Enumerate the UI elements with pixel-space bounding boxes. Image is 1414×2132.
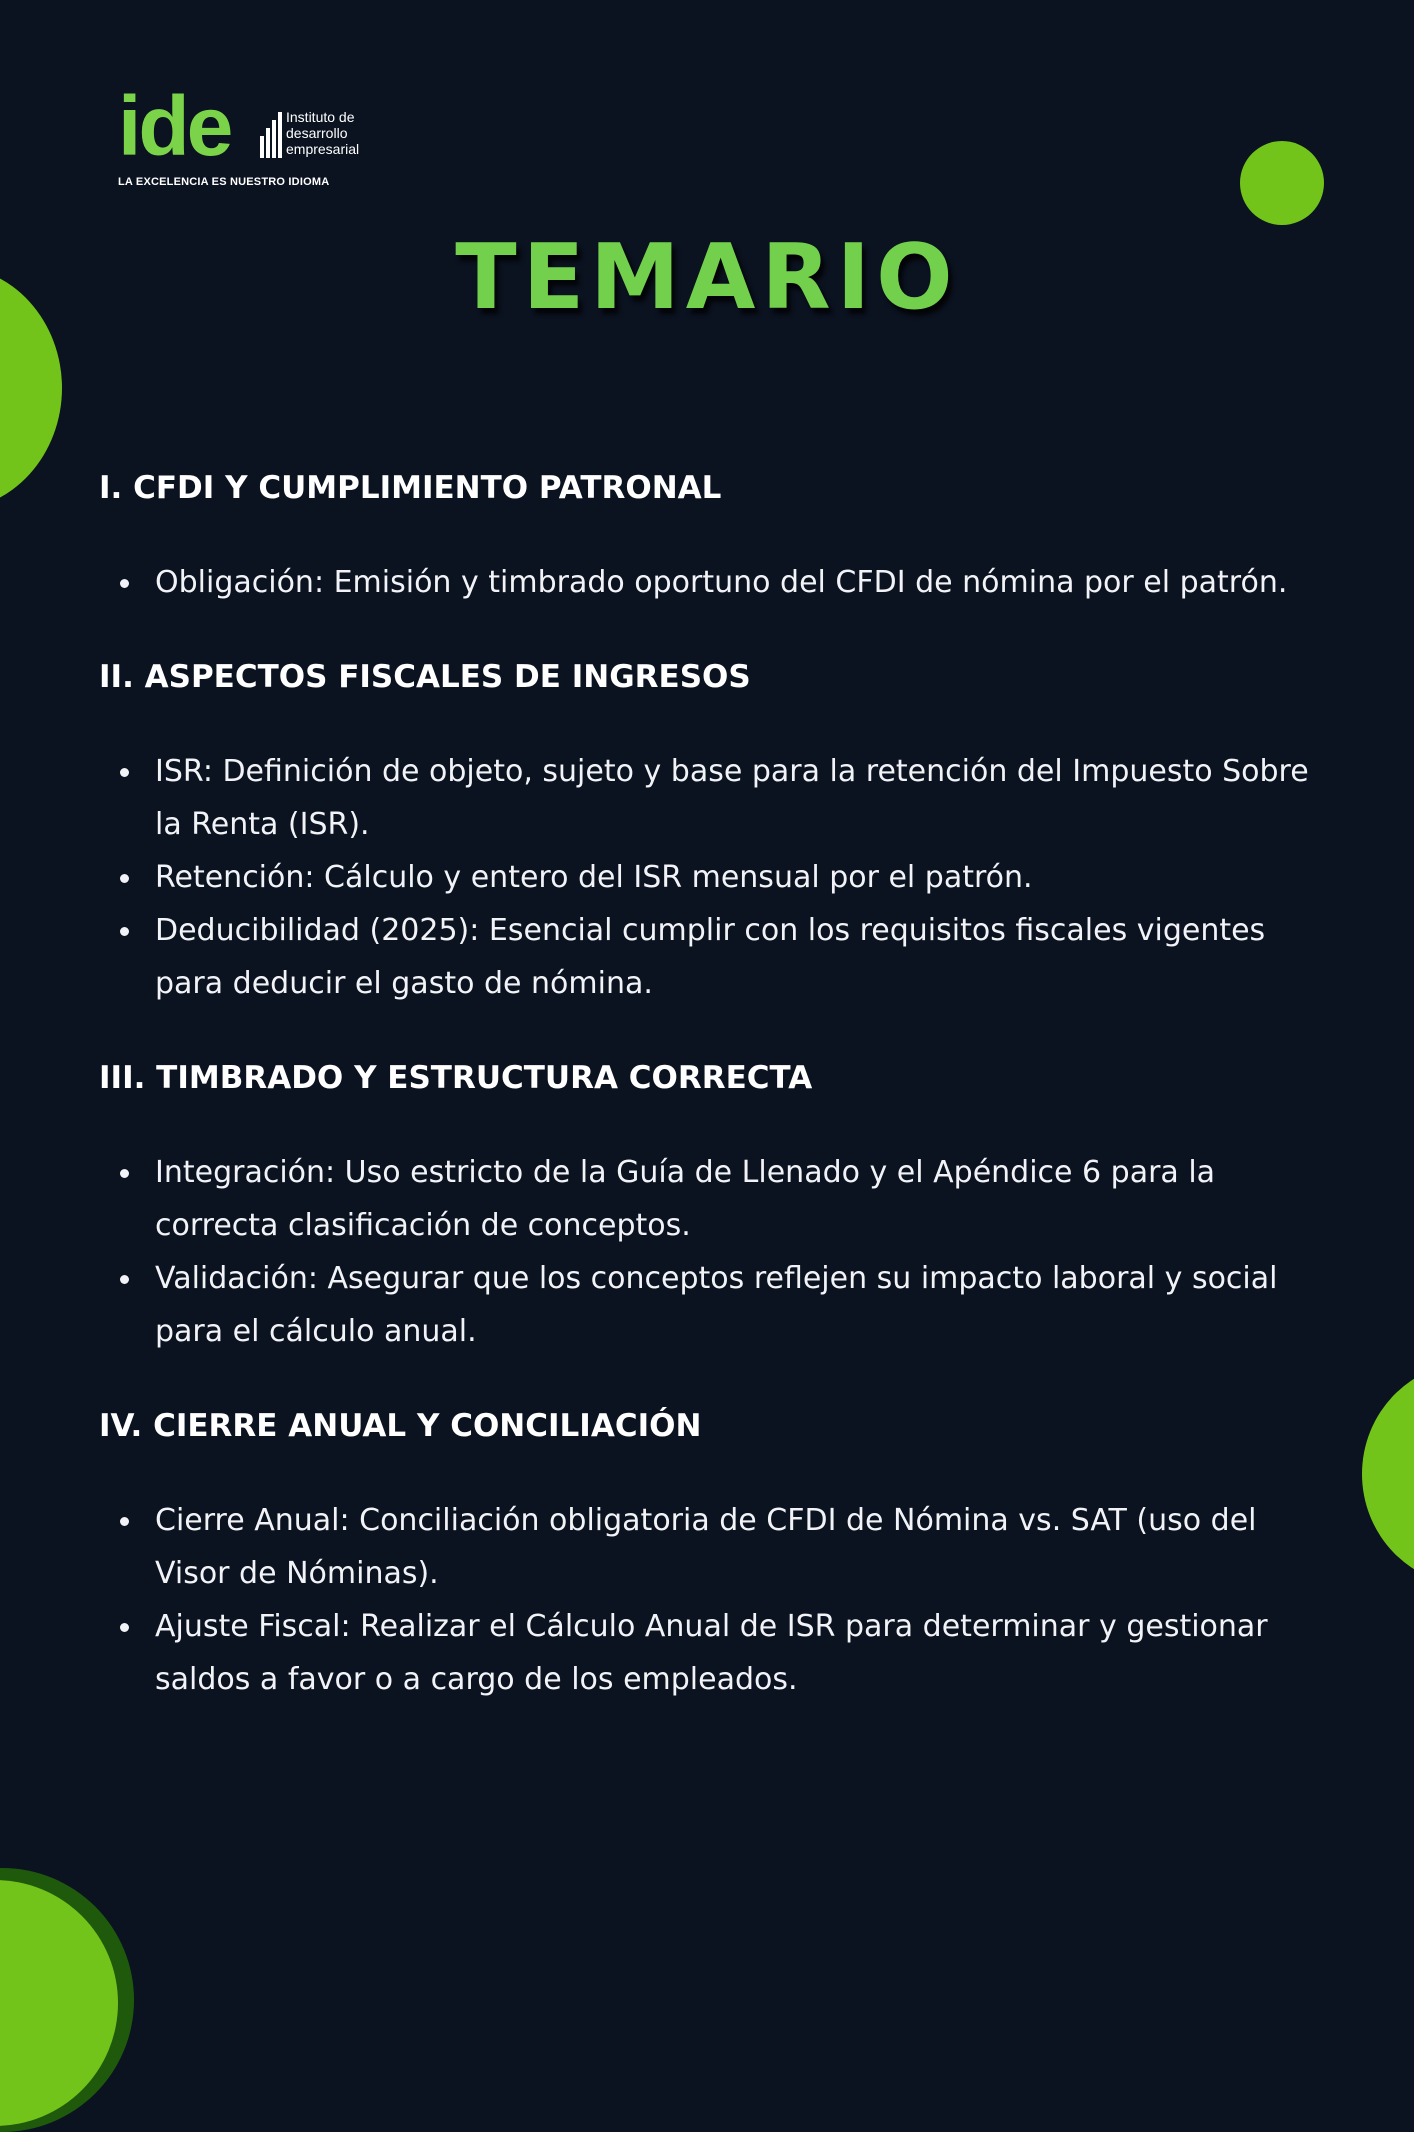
list-item: Deducibilidad (2025): Esencial cumplir con los requisitos fiscales vigentes para deducir el gasto de nómina. — [99, 904, 1329, 1010]
list-item: Integración: Uso estricto de la Guía de Llenado y el Apéndice 6 para la correcta clasificación de conceptos. — [99, 1146, 1329, 1252]
list-item: ISR: Definición de objeto, sujeto y base para la retención del Impuesto Sobre la Renta (ISR). — [99, 745, 1329, 851]
section-items — [99, 745, 1329, 1010]
section-heading: IV. CIERRE ANUAL Y CONCILIACIÓN — [99, 1408, 702, 1444]
section-timbrado — [99, 1058, 1329, 1358]
logo-subtitle-line: empresarial — [286, 141, 360, 157]
logo-wordmark: ide — [118, 79, 231, 173]
logo-subtitle-line: Instituto de — [286, 109, 355, 125]
section-heading: I. CFDI Y CUMPLIMIENTO PATRONAL — [99, 470, 722, 506]
ide-logo — [118, 79, 368, 196]
section-heading: III. TIMBRADO Y ESTRUCTURA CORRECTA — [99, 1060, 813, 1096]
section-items — [99, 556, 1329, 609]
list-item: Retención: Cálculo y entero del ISR mensual por el patrón. — [99, 851, 1329, 904]
list-item: Obligación: Emisión y timbrado oportuno del CFDI de nómina por el patrón. — [99, 556, 1329, 609]
syllabus-content — [99, 468, 1329, 1706]
section-items — [99, 1146, 1329, 1358]
list-item: Validación: Asegurar que los conceptos reflejen su impacto laboral y social para el cálculo anual. — [99, 1252, 1329, 1358]
decorative-circle-right — [1362, 1362, 1414, 1586]
page-title: TEMARIO — [455, 225, 959, 330]
growth-bars-icon — [260, 112, 282, 158]
section-heading: II. ASPECTOS FISCALES DE INGRESOS — [99, 659, 751, 695]
logo-subtitle-line: desarrollo — [286, 125, 348, 141]
list-item: Ajuste Fiscal: Realizar el Cálculo Anual de ISR para determinar y gestionar saldos a favor o a cargo de los empleados. — [99, 1600, 1329, 1706]
section-items — [99, 1494, 1329, 1706]
section-cierre — [99, 1406, 1329, 1706]
decorative-circle-top-right — [1240, 141, 1324, 225]
logo-tagline: LA EXCELENCIA ES NUESTRO IDIOMA — [118, 176, 330, 188]
section-cfdi — [99, 468, 1329, 609]
logo-subtitle — [286, 109, 359, 157]
list-item: Cierre Anual: Conciliación obligatoria de CFDI de Nómina vs. SAT (uso del Visor de Nóminas). — [99, 1494, 1329, 1600]
section-fiscal — [99, 657, 1329, 1010]
